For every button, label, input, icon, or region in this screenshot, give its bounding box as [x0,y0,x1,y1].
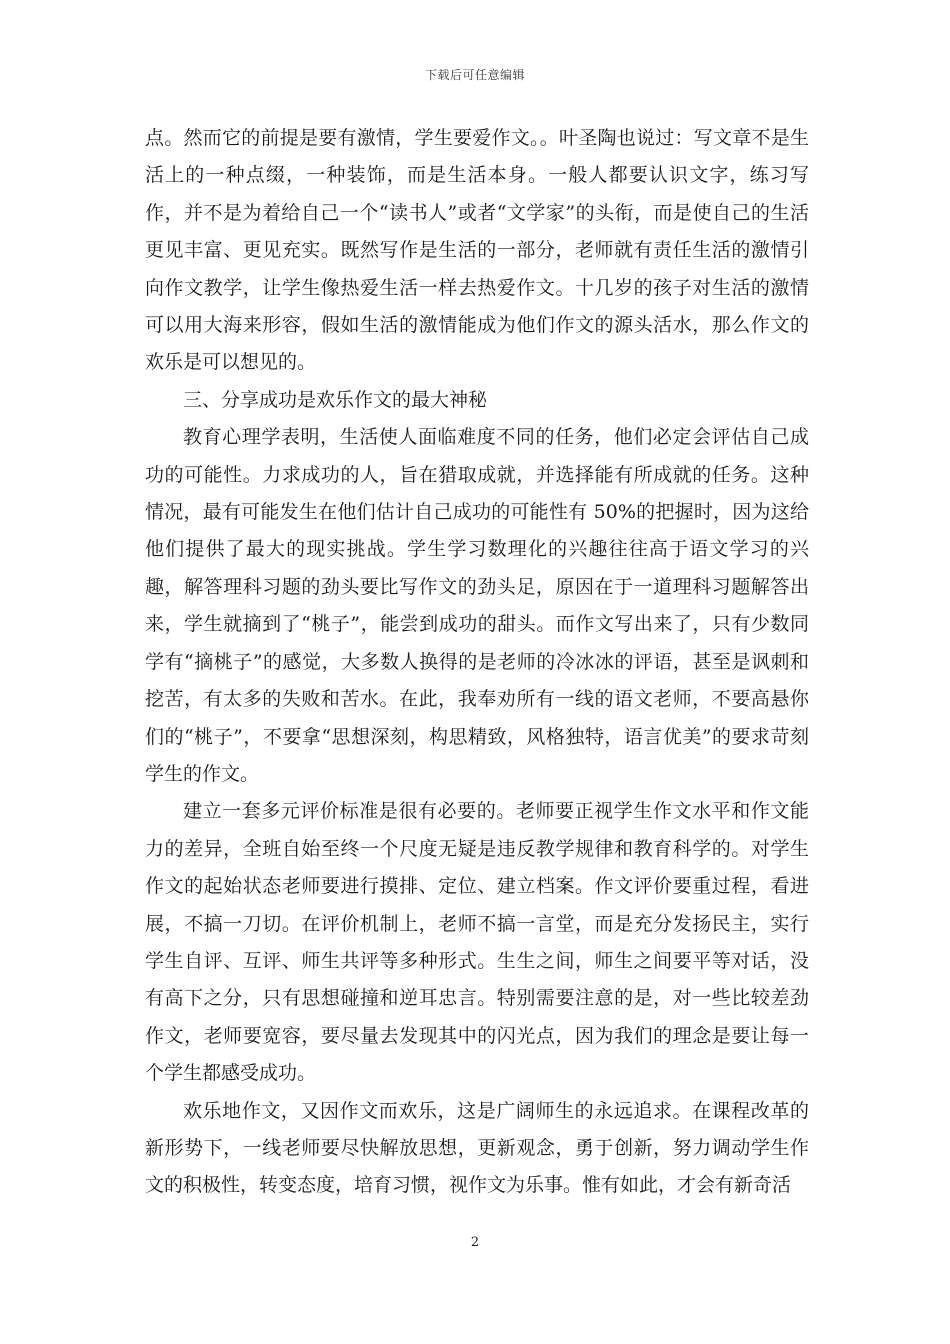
body-paragraph-3: 欢乐地作文，又因作文而欢乐，这是广阔师生的永远追求。在课程改革的新形势下，一线老师要尽快解放思想，更新观念，勇于创新，努力调动学生作文的积极性，转变态度，培育习惯，视作文为乐事。惟有如此，才会有新奇活 [145,1099,809,1197]
continuation-paragraph: 点。然而它的前提是要有激情，学生要爱作文。。叶圣陶也说过：写文章不是生活上的一种点缀，一种装饰，而是生活本身。一般人都要认识文字，练习写作，并不是为着给自己一个“读书人”或者“文学家”的头衔，而是使自己的生活更见丰富、更见充实。既然写作是生活的一部分，老师就有责任生活的激情引向作文教学，让学生像热爱生活一样去热爱作文。十几岁的孩子对生活的激情可以用大海来形容，假如生活的激情能成为他们作文的源头活水，那么作文的欢乐是可以想见的。 [145,127,809,374]
body-paragraph-1: 教育心理学表明，生活使人面临难度不同的任务，他们必定会评估自己成功的可能性。力求成功的人，旨在猎取成就，并选择能有所成就的任务。这种情况，最有可能发生在他们估计自己成功的可能性有 50%的把握时，因为这给他们提供了最大的现实挑战。学生学习数理化的兴趣往往高于语文学习的兴趣，解答理科习题的劲头要比写作文的劲头足，原因在于一道理科习题解答出来，学生就摘到了“桃子”，能尝到成功的甜头。而作文写出来了，只有少数同学有“摘桃子”的感觉，大多数人换得的是老师的冷冰冰的评语，甚至是讽刺和挖苦，有太多的失败和苦水。在此，我奉劝所有一线的语文老师，不要高悬你们的“桃子”，不要拿“思想深刻，构思精致，风格独特，语言优美”的要求苛刻学生的作文。 [145,426,809,785]
section-heading: 三、分享成功是欢乐作文的最大神秘 [183,388,488,411]
body-paragraph-2: 建立一套多元评价标准是很有必要的。老师要正视学生作文水平和作文能力的差异，全班自始至终一个尺度无疑是违反教学规律和教育科学的。对学生作文的起始状态老师要进行摸排、定位、建立档案。作文评价要重过程，看进展，不搞一刀切。在评价机制上，老师不搞一言堂，而是充分发扬民主，实行学生自评、互评、师生共评等多种形式。生生之间，师生之间要平等对话，没有高下之分，只有思想碰撞和逆耳忠言。特别需要注意的是，对一些比较差劲作文，老师要宽容，要尽量去发现其中的闪光点，因为我们的理念是要让每一个学生都感受成功。 [145,800,809,1085]
page-header: 下载后可任意编辑 [424,68,525,82]
page-number: 2 [470,1235,480,1250]
document-body [145,120,809,1205]
